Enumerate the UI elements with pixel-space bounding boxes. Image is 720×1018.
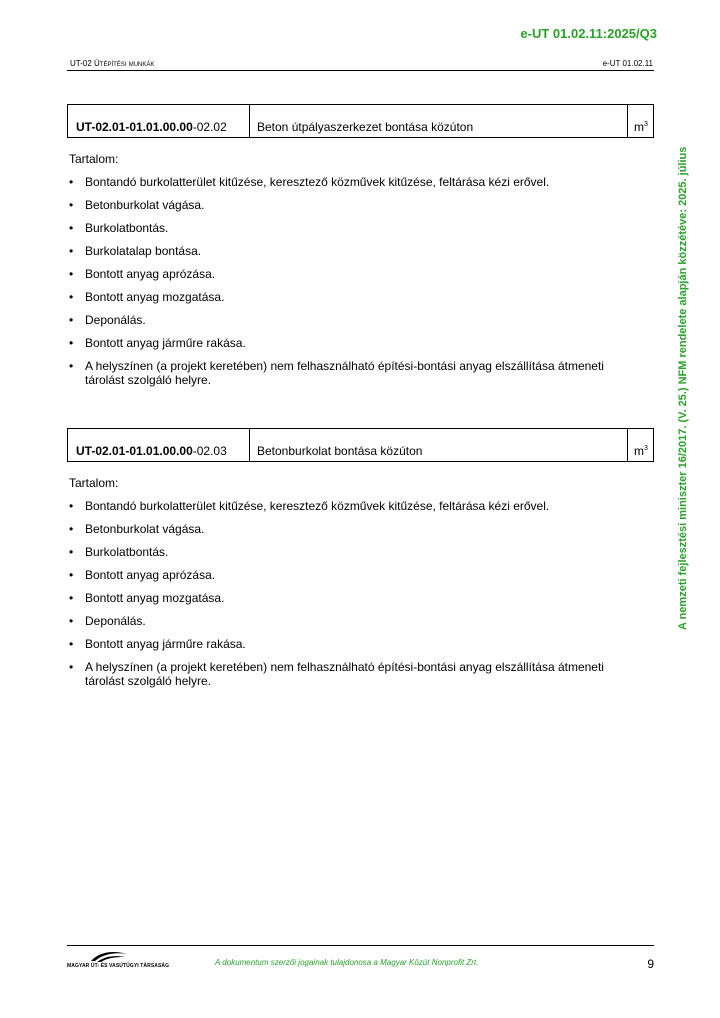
page-number: 9 (647, 957, 654, 971)
running-header-left (70, 59, 154, 68)
list-item: • Betonburkolat vágása. (67, 198, 654, 212)
contents-list (67, 175, 654, 387)
work-item-code-bold: UT-02.01-01.01.00.00 (76, 444, 193, 458)
list-item: • Bontott anyag járműre rakása. (67, 336, 654, 350)
list-item: • Betonburkolat vágása. (67, 522, 654, 536)
work-item-header-table (67, 428, 654, 462)
work-item-code-suffix: -02.03 (192, 444, 227, 458)
standard-code: e-UT 01.02.11:2025/Q3 (520, 26, 657, 41)
list-item: • Deponálás. (67, 313, 654, 327)
side-note-text: A nemzeti fejlesztési miniszter 16/2017. (V. 25.) NFM rendelete alapján közzétéve: 2025. július (677, 146, 689, 630)
unit-exponent: 3 (644, 445, 648, 452)
list-item: • Burkolatalap bontása. (67, 244, 654, 258)
contents-label: Tartalom: (69, 152, 119, 166)
work-item-code (68, 429, 250, 461)
work-item-unit (628, 429, 653, 461)
work-item-section (67, 428, 654, 688)
list-item: • Bontott anyag járműre rakása. (67, 637, 654, 651)
logo-swoosh-icon (89, 950, 129, 963)
work-item-code-bold: UT-02.01-01.01.00.00 (76, 120, 193, 134)
list-item: • A helyszínen (a projekt keretében) nem felhasználható építési-bontási anyag elszállítása átmeneti tárolást szolgáló helyre. (67, 660, 654, 688)
work-item-code (68, 105, 250, 137)
unit-base: m (634, 120, 644, 134)
work-item-unit (628, 105, 653, 137)
list-item: • Burkolatbontás. (67, 221, 654, 235)
organization-logo (67, 950, 170, 972)
work-item-header-table (67, 104, 654, 138)
list-item: • Bontandó burkolatterület kitűzése, keresztező közművek kitűzése, feltárása kézi erővel. (67, 175, 654, 189)
contents-label: Tartalom: (69, 476, 119, 490)
running-header-right: e-UT 01.02.11 (602, 59, 653, 68)
work-item-title: Beton útpályaszerkezet bontása közúton (250, 105, 628, 137)
contents-list (67, 499, 654, 688)
work-item-title: Betonburkolat bontása közúton (250, 429, 628, 461)
chapter-title: Útépítési munkák (94, 59, 155, 68)
work-item-code-suffix: -02.02 (192, 120, 227, 134)
list-item: • Deponálás. (67, 614, 654, 628)
header-divider (67, 70, 654, 71)
footer-divider (67, 945, 654, 946)
list-item: • Burkolatbontás. (67, 545, 654, 559)
list-item: • Bontott anyag mozgatása. (67, 591, 654, 605)
list-item: • Bontott anyag aprózása. (67, 267, 654, 281)
copyright-notice: A dokumentum szerzői jogainak tulajdonosa a Magyar Közút Nonprofit Zrt. (215, 958, 479, 967)
work-item-section (67, 104, 654, 387)
list-item: • Bontandó burkolatterület kitűzése, keresztező közművek kitűzése, feltárása kézi erővel. (67, 499, 654, 513)
unit-exponent: 3 (644, 121, 648, 128)
list-item: • Bontott anyag aprózása. (67, 568, 654, 582)
unit-base: m (634, 444, 644, 458)
list-item: • Bontott anyag mozgatása. (67, 290, 654, 304)
chapter-prefix: UT-02 (70, 59, 92, 68)
list-item: • A helyszínen (a projekt keretében) nem felhasználható építési-bontási anyag elszállítása átmeneti tárolást szolgáló helyre. (67, 359, 654, 387)
logo-text: MAGYAR ÚT- ÉS VASÚTÜGYI TÁRSASÁG (67, 963, 170, 969)
